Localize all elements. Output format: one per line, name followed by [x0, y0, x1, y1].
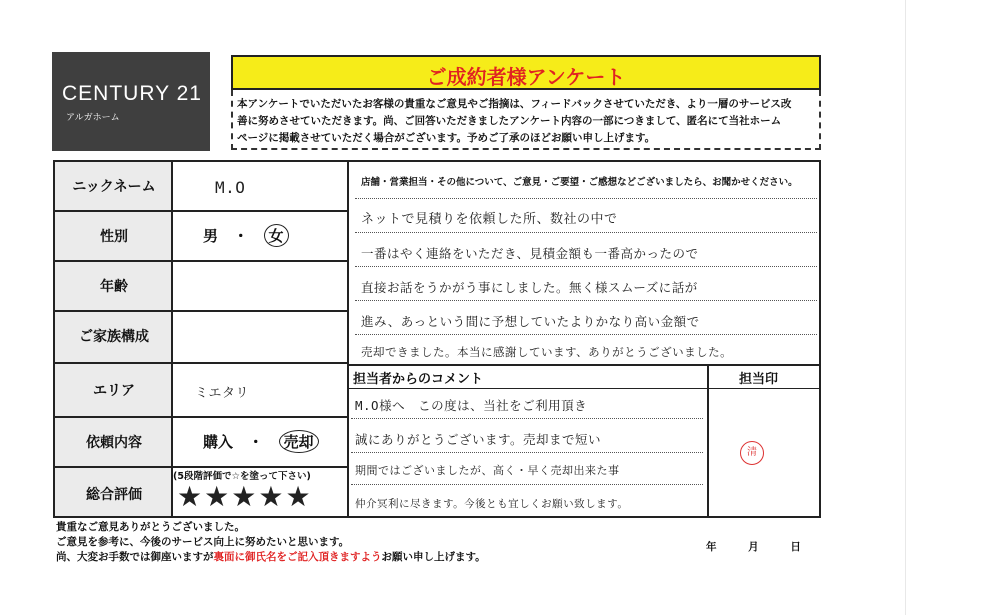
logo-subtext: アルガホーム — [66, 113, 120, 123]
row-divider — [55, 210, 347, 212]
row-divider — [55, 362, 347, 364]
page-edge-line — [905, 0, 906, 615]
request-buy: 購入 — [203, 433, 234, 451]
dotted-rule — [355, 266, 817, 267]
date-month: 月 — [748, 541, 759, 553]
opinion-line: 進み、あっという間に予想していたよりかなり高い金額で — [361, 314, 700, 329]
gender-label: 性別 — [100, 229, 128, 245]
footer-line: ご意見を参考に、今後のサービス向上に努めたいと思います。 — [56, 536, 350, 548]
rating-stars — [177, 480, 313, 513]
opinion-line: 一番はやく連絡をいただき、見積金額も一番高かったので — [361, 246, 699, 261]
intro-line: 善に努めさせていただきます。尚、ご回答いただきましたアンケート内容の一部につきまして、匿名にて当社ホーム — [237, 115, 782, 127]
century21-logo — [52, 52, 210, 151]
dotted-rule — [355, 300, 817, 301]
survey-title: ご成約者様アンケート — [426, 65, 626, 89]
comment-line: 期間ではございましたが、高く・早く売却出来た事 — [355, 464, 620, 477]
star-icon: ★ — [204, 480, 232, 513]
dotted-rule — [351, 418, 703, 419]
logo-text: CENTURY 21 — [62, 82, 202, 105]
gender-female-circled: 女 — [264, 224, 289, 247]
age-label: 年齢 — [100, 279, 128, 295]
dotted-rule — [351, 452, 703, 453]
area-label: エリア — [93, 383, 135, 399]
section-divider — [347, 364, 819, 366]
request-separator: ・ — [248, 433, 264, 451]
star-icon: ★ — [285, 480, 313, 513]
comment-header-divider — [347, 388, 819, 389]
footer-notes — [56, 520, 486, 565]
request-label: 依頼内容 — [86, 435, 142, 451]
row-divider — [55, 310, 347, 312]
star-icon: ★ — [258, 480, 286, 513]
footer-line: 貴重なご意見ありがとうございました。 — [56, 521, 245, 533]
row-divider — [55, 260, 347, 262]
request-sell-circled: 売却 — [279, 430, 319, 453]
dotted-rule — [351, 484, 703, 485]
survey-intro — [231, 90, 821, 150]
date-year: 年 — [706, 541, 717, 553]
column-divider — [347, 162, 349, 518]
rating-label: 総合評価 — [86, 487, 142, 503]
star-icon: ★ — [231, 480, 259, 513]
date-day: 日 — [790, 541, 801, 553]
staff-seal-stamp: 清 — [740, 441, 764, 465]
opinion-line: 売却できました。本当に感謝しています、ありがとうございました。 — [361, 345, 733, 359]
intro-line: 本アンケートでいただいたお客様の貴重なご意見やご指摘は、フィードバックさせていただき、より一層のサービス改 — [237, 98, 792, 110]
comment-line: M.O様へ この度は、当社をご利用頂き — [355, 398, 588, 413]
comment-line: 仲介冥利に尽きます。今後とも宜しくお願い致します。 — [355, 498, 629, 510]
gender-separator: ・ — [233, 227, 249, 245]
dotted-rule — [355, 232, 817, 233]
request-options — [203, 430, 319, 453]
star-icon: ★ — [177, 480, 205, 513]
comment-line: 誠にありがとうございます。売却まで短い — [355, 432, 602, 447]
dotted-rule — [355, 334, 817, 335]
family-label: ご家族構成 — [79, 329, 149, 345]
opinion-line: ネットで見積りを依頼した所、数社の中で — [361, 212, 618, 227]
date-fields — [706, 540, 801, 555]
staff-stamp-header: 担当印 — [739, 372, 779, 387]
footer-highlight: 裏面に御氏名をご記入頂きますよう — [213, 551, 382, 563]
opinion-line: 直接お話をうかがう事にしました。無く様スムーズに話が — [361, 280, 698, 295]
nickname-label: ニックネーム — [72, 179, 156, 195]
footer-text: 尚、大変お手数では御座いますが — [56, 551, 214, 563]
nickname-value: M.O — [215, 178, 246, 197]
row-divider — [55, 416, 347, 418]
rating-hint: (5段階評価で☆を塗って下さい) — [173, 471, 311, 482]
opinion-header: 店舗・営業担当・その他について、ご意見・ご要望・ご感想などございましたら、お聞かせください。 — [361, 177, 798, 188]
footer-line — [56, 550, 486, 565]
gender-male: 男 — [203, 227, 219, 245]
survey-title-bar — [231, 55, 821, 90]
intro-line: ページに掲載させていただく場合がございます。予めご了承のほどお願い申し上げます。 — [237, 132, 656, 144]
gender-options — [203, 224, 289, 247]
area-value: ミエタリ — [195, 386, 250, 401]
dotted-rule — [355, 198, 817, 199]
footer-text: お願い申し上げます。 — [381, 551, 486, 563]
survey-form — [53, 160, 821, 518]
comment-header: 担当者からのコメント — [353, 372, 484, 387]
